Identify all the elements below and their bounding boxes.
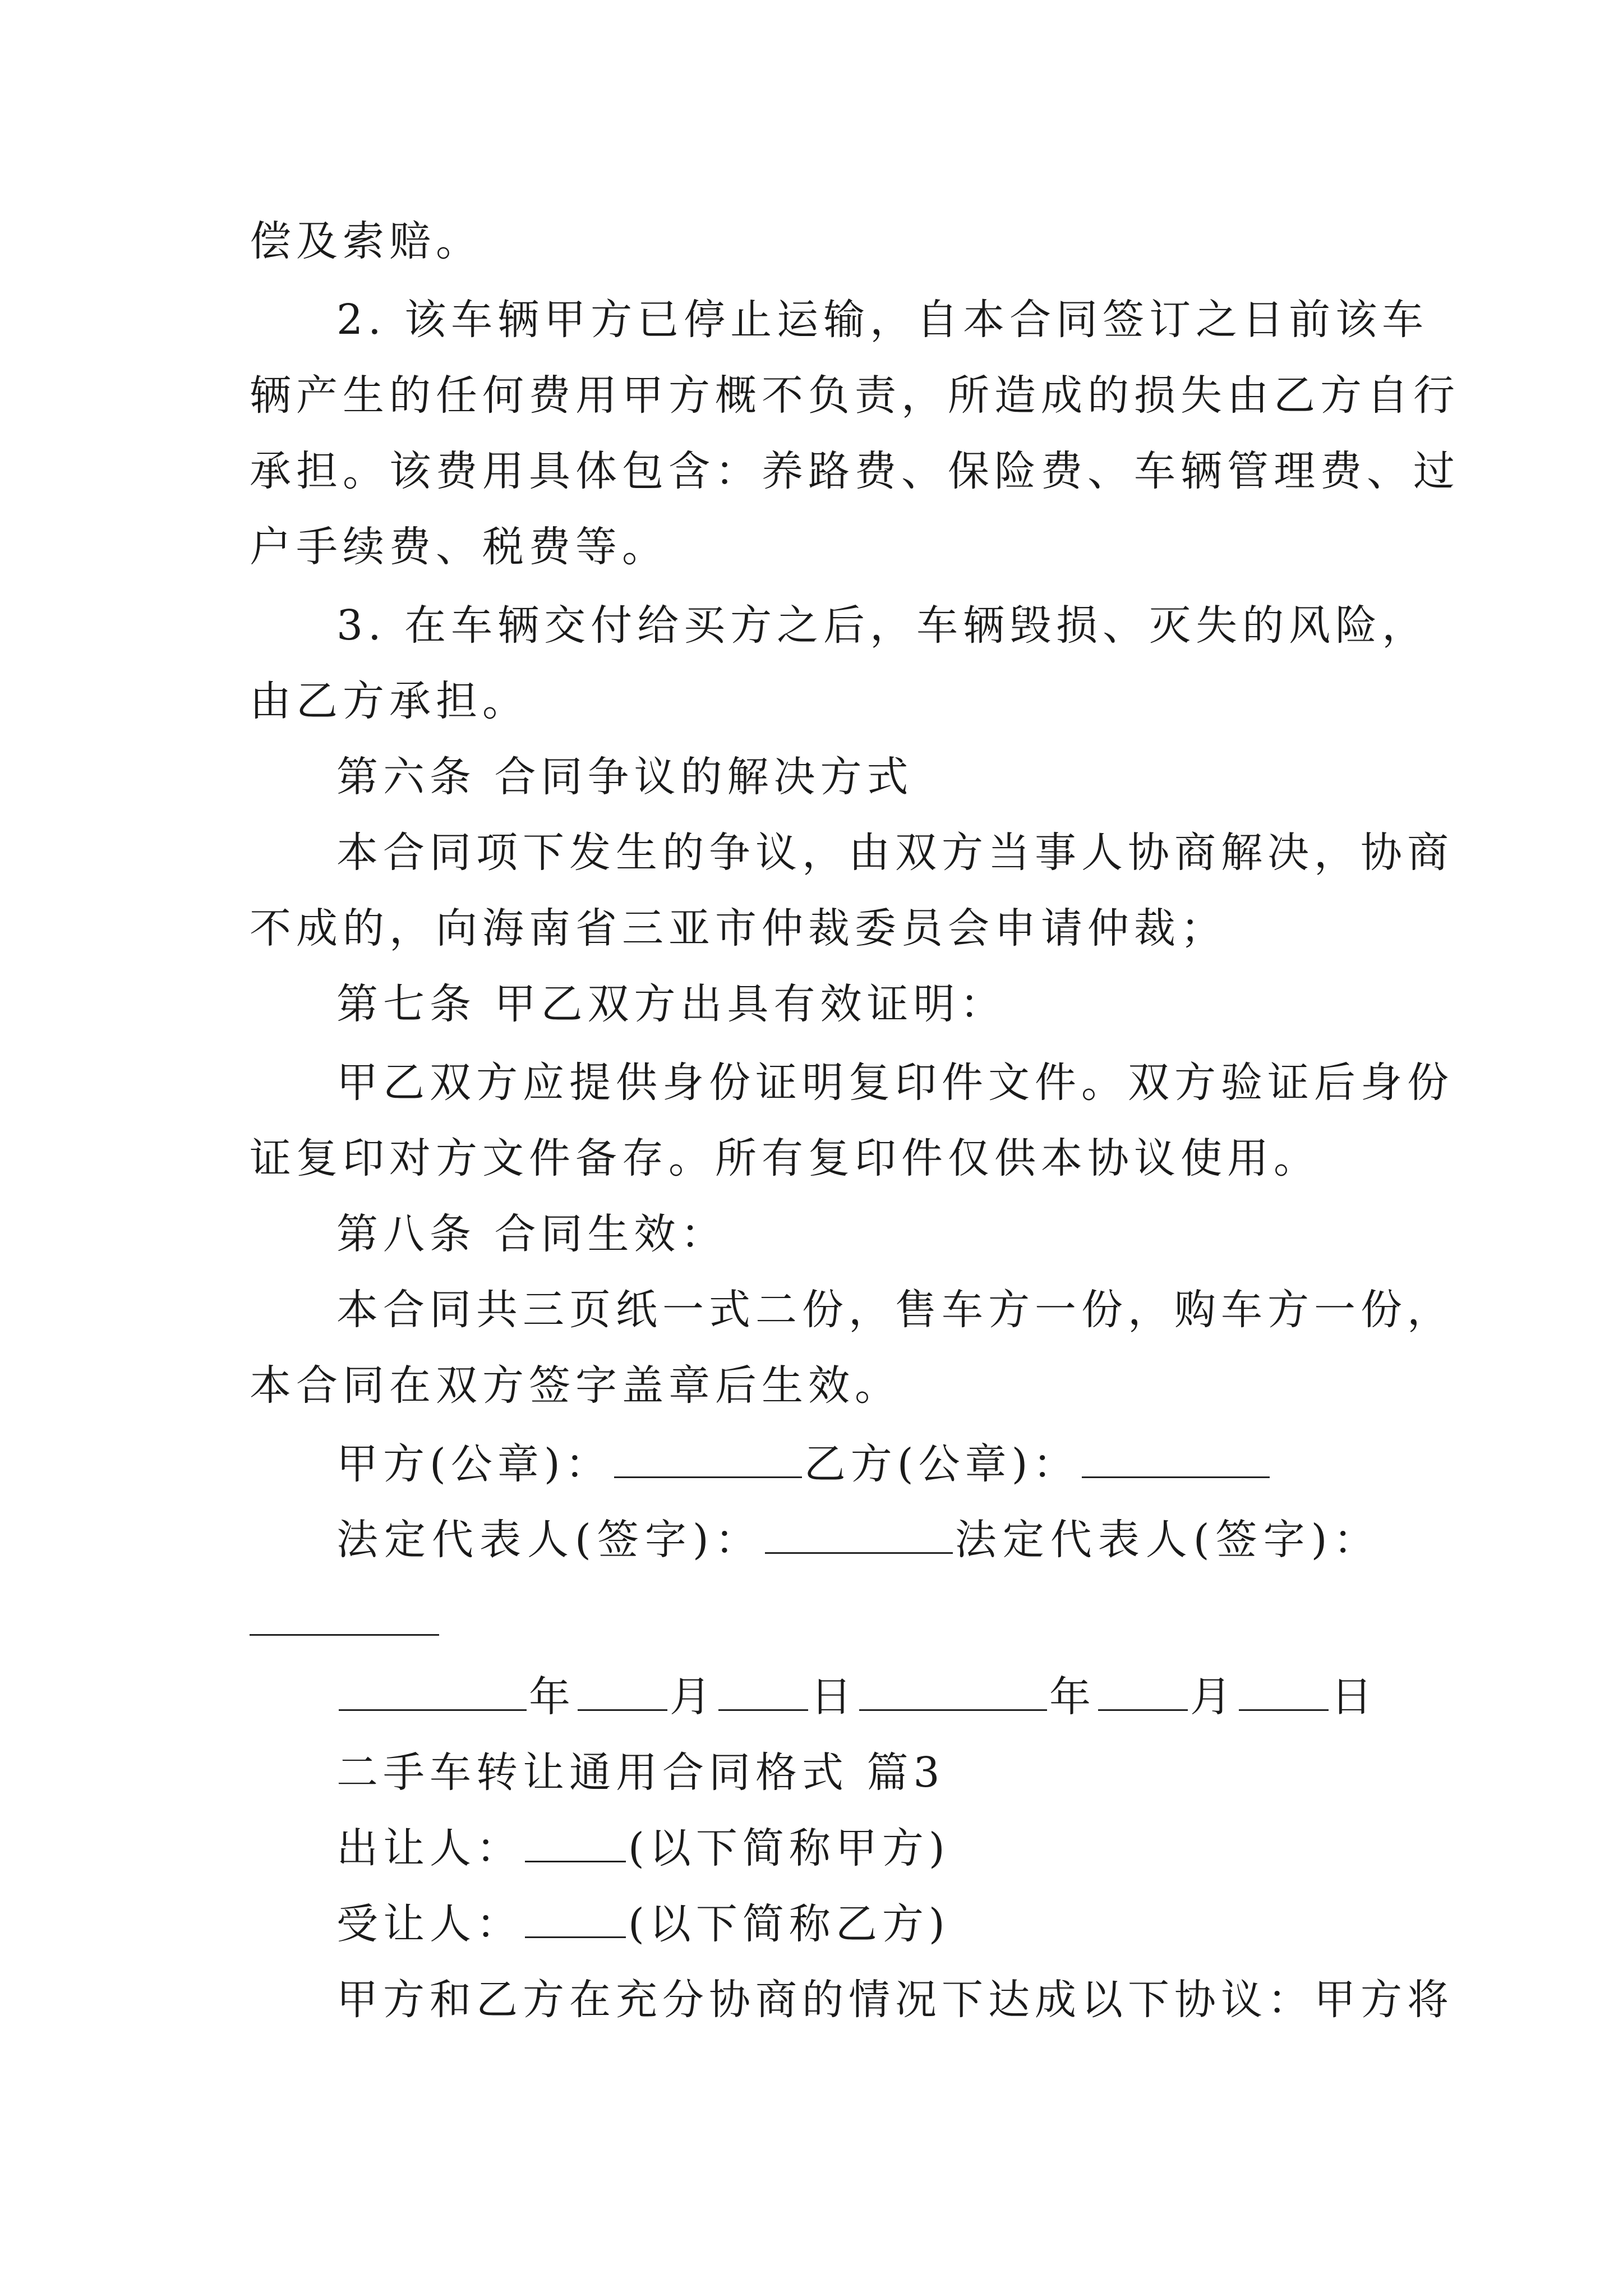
date-year-label: 年	[529, 1673, 575, 1721]
legal-rep-line	[336, 1512, 1381, 1568]
text-line: 甲方和乙方在充分协商的情况下达成以下协议：甲方将	[336, 1976, 1454, 2024]
article-heading: 第七条 甲乙双方出具有效证明：	[336, 980, 1007, 1028]
date-day-label: 日	[810, 1673, 857, 1721]
transferee-line	[336, 1896, 950, 1952]
party-b-seal-label: 乙方(公章)：	[804, 1440, 1080, 1488]
date-blank	[1239, 1674, 1329, 1711]
date-blank	[578, 1674, 667, 1711]
date-day-label: 日	[1331, 1673, 1377, 1721]
transferor-blank	[525, 1826, 626, 1862]
transferor-line	[336, 1820, 950, 1876]
date-blank	[339, 1674, 527, 1711]
transferee-note: (以下简称乙方)	[628, 1900, 950, 1948]
text-line: 本合同项下发生的争议，由双方当事人协商解决，协商	[336, 829, 1454, 877]
legal-rep-a-blank	[765, 1517, 953, 1554]
seal-line	[336, 1436, 1272, 1492]
text-line: 承担。该费用具体包含：养路费、保险费、车辆管理费、过	[250, 447, 1460, 495]
article-heading: 第六条 合同争议的解决方式	[336, 753, 914, 801]
text-line: 2. 该车辆甲方已停止运输，自本合同签订之日前该车	[336, 296, 1429, 344]
party-a-seal-label: 甲方(公章)：	[336, 1440, 612, 1488]
date-month-label: 月	[670, 1673, 716, 1721]
text-line: 证复印对方文件备存。所有复印件仅供本协议使用。	[250, 1134, 1320, 1182]
text-line: 辆产生的任何费用甲方概不负责，所造成的损失由乙方自行	[250, 371, 1460, 420]
transferor-label: 出让人：	[336, 1824, 523, 1872]
article-heading: 第八条 合同生效：	[336, 1210, 727, 1258]
text-line: 由乙方承担。	[250, 677, 529, 725]
date-blank	[859, 1674, 1047, 1711]
legal-rep-b-label: 法定代表人(签字)：	[955, 1516, 1381, 1564]
transferee-label: 受让人：	[336, 1900, 523, 1948]
section-title: 二手车转让通用合同格式 篇3	[336, 1749, 945, 1797]
text-line: 偿及索赔。	[250, 217, 482, 265]
legal-rep-a-label: 法定代表人(签字)：	[336, 1516, 763, 1564]
text-line: 不成的，向海南省三亚市仲裁委员会申请仲裁；	[250, 904, 1227, 953]
date-year-label: 年	[1049, 1673, 1096, 1721]
date-month-label: 月	[1190, 1673, 1237, 1721]
legal-rep-b-blank	[250, 1634, 439, 1636]
date-blank	[718, 1674, 808, 1711]
transferor-note: (以下简称甲方)	[628, 1824, 950, 1872]
text-line: 户手续费、税费等。	[250, 523, 668, 571]
text-line: 本合同在双方签字盖章后生效。	[250, 1361, 901, 1410]
transferee-blank	[525, 1902, 626, 1938]
party-b-seal-blank	[1082, 1442, 1270, 1478]
text-line: 本合同共三页纸一式二份，售车方一份，购车方一份，	[336, 1286, 1454, 1334]
text-line: 3. 在车辆交付给买方之后，车辆毁损、灭失的风险，	[336, 601, 1429, 650]
date-line	[336, 1669, 1377, 1725]
text-line: 甲乙双方应提供身份证明复印件文件。双方验证后身份	[336, 1059, 1454, 1107]
date-blank	[1098, 1674, 1188, 1711]
party-a-seal-blank	[614, 1442, 802, 1478]
